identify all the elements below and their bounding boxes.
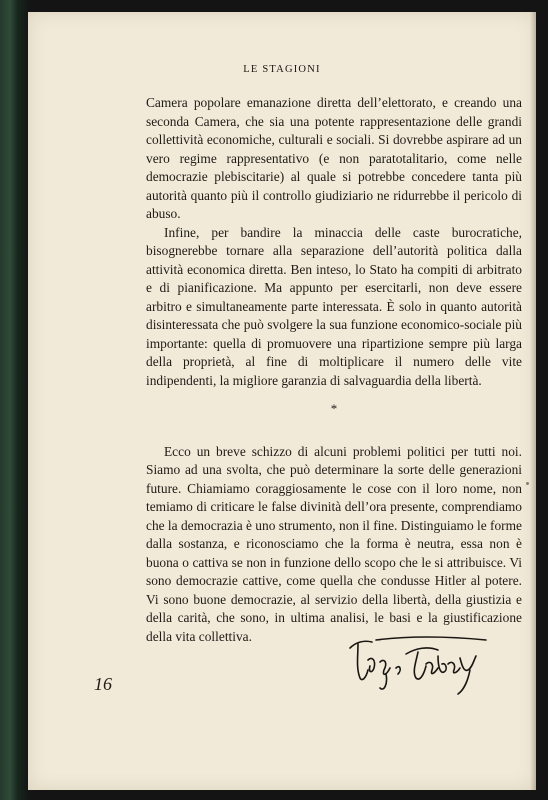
paragraph-3: Ecco un breve schizzo di alcuni problemi politici per tutti noi. Siamo ad una svolta, che può determinare la sorte delle generazioni future. Chiamiamo coraggiosamente le cose con il loro nome, non temiamo di criticare le false divinità dell’ora presente, comprendiamo che la democrazia è uno strumento, non il fine. Distinguiamo le forme dalla sostanza, e riconosciamo che la forma è neutra, essa non è buona o cattiva se non in funzione dello scopo che le si attribuisce. Vi sono democrazie cattive, come quella che condusse Hitler al potere. Vi sono buone democrazie, al servizio della libertà, della giustizia e della carità, che sono, in ultima analisi, le basi e la giustificazione della vita collettiva.	[146, 443, 522, 644]
handwritten-signature	[346, 634, 496, 704]
body-text	[146, 94, 522, 646]
running-head: LE STAGIONI	[243, 64, 321, 75]
page-number: 16	[94, 674, 112, 694]
paragraph-2: Infine, per bandire la minaccia delle caste burocratiche, bisognerebbe tornare alla separazione dell’autorità politica dalla attività economica diretta. Ben inteso, lo Stato ha compiti di arbitrato e di pianificazione. Ma appunto per esercitarli, non deve essere arbitro e simultaneamente parte interessata. È solo in quanto autorità disinteressata che può svolgere la sua funzione economico-sociale più importante: quella di promuovere una ripartizione sempre più larga della proprietà, al fine di moltiplicare il numero delle vite indipendenti, la migliore garanzia di salvaguardia della libertà.	[146, 224, 522, 388]
section-separator: *	[330, 401, 338, 416]
paper-speck	[526, 482, 529, 485]
book-page	[28, 12, 536, 790]
paragraph-1: Camera popolare emanazione diretta dell’elettorato, e creando una seconda Camera, che sia una potente rappresentazione delle grandi collettività economiche, culturali e sociali. Si dovrebbe aspirare ad un vero regime rappresentativo (e non paratotalitario, come nelle democrazie plebiscitarie) al quale si potrebbe concedere tanta più autorità quanto più il controllo giudiziario ne ridurrebbe il pericolo di abuso.	[146, 95, 522, 221]
